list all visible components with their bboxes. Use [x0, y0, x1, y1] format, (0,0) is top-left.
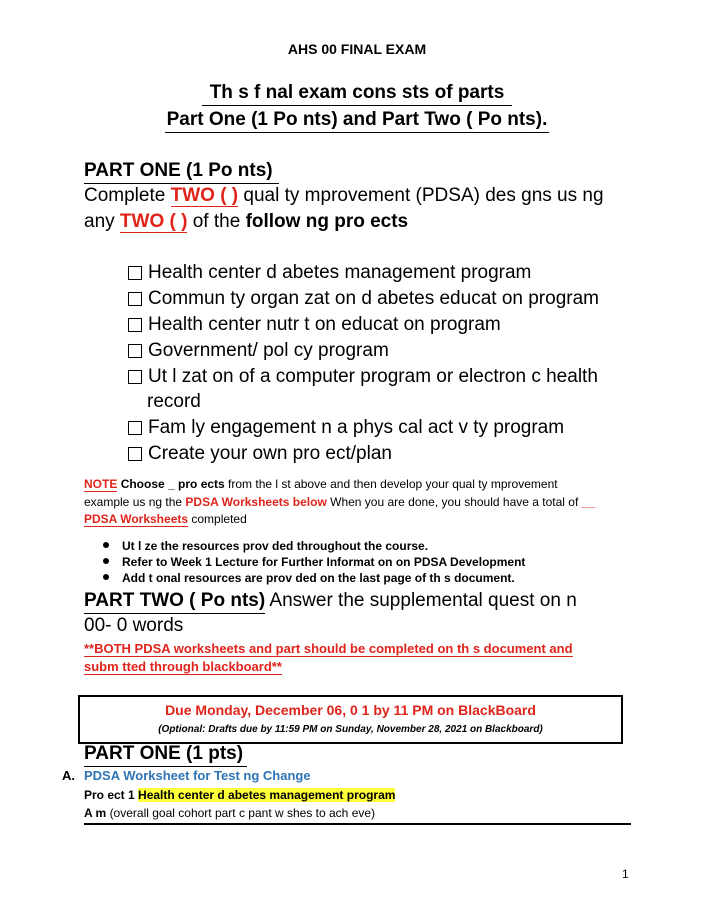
checkbox-icon[interactable]: [128, 421, 142, 435]
project-option[interactable]: Create your own pro ect/plan: [128, 443, 392, 465]
project-option[interactable]: Fam ly engagement n a phys cal act v ty program: [128, 417, 564, 439]
project-option[interactable]: Commun ty organ zat on d abetes educat on program: [128, 288, 599, 310]
project-option[interactable]: Ut l zat on of a computer program or electron c health: [128, 366, 598, 388]
part-one-instruction-line1: Complete TWO ( ) qual ty mprovement (PDSA) des gns us ng: [84, 185, 604, 206]
part-two-line2: 00- 0 words: [84, 615, 184, 636]
submission-note-line2: subm tted through blackboard**: [84, 659, 282, 674]
section-letter: A.: [62, 768, 75, 783]
submission-note-line1: **BOTH PDSA worksheets and part should be completed on th s document and: [84, 641, 573, 656]
exam-subtitle-parts: Th s f nal exam cons sts of parts: [0, 82, 714, 104]
part-one-heading: PART ONE (1 Po nts): [84, 160, 279, 182]
part-two-line1: PART TWO ( Po nts) Answer the supplemental quest on n: [84, 590, 577, 612]
checkbox-icon[interactable]: [128, 370, 142, 384]
project-option[interactable]: Health center nutr t on educat on program: [128, 314, 501, 336]
checkbox-icon[interactable]: [128, 447, 142, 461]
part-one-section-heading: PART ONE (1 pts): [84, 743, 247, 765]
checkbox-icon[interactable]: [128, 266, 142, 280]
due-date: Due Monday, December 06, 0 1 by 11 PM on BlackBoard: [165, 702, 536, 718]
note-line2: example us ng the PDSA Worksheets below When you are done, you should have a total of __: [84, 495, 595, 509]
project-1-line: Pro ect 1 Health center d abetes management program: [84, 788, 396, 802]
page-number: 1: [622, 867, 629, 881]
section-divider: [84, 823, 631, 825]
note-line1: NOTE Choose _ pro ects from the l st above and then develop your qual ty mprovement: [84, 477, 558, 491]
exam-title: AHS 00 FINAL EXAM: [287, 41, 427, 57]
checkbox-icon[interactable]: [128, 318, 142, 332]
part-one-instruction-line2: any TWO ( ) of the follow ng pro ects: [84, 211, 409, 232]
project-option-wrap: record: [147, 391, 201, 412]
aim-line: A m (overall goal cohort part c pant w shes to ach eve): [84, 806, 376, 820]
exam-subtitle-points: Part One (1 Po nts) and Part Two ( Po nts).: [0, 109, 714, 131]
project-option[interactable]: Health center d abetes management program: [128, 262, 531, 284]
note-line3: PDSA Worksheets completed: [84, 512, 247, 526]
draft-due-date: (Optional: Drafts due by 11:59 PM on Sunday, November 28, 2021 on Blackboard): [158, 724, 543, 735]
resource-bullet: Add t onal resources are prov ded on the last page of th s document.: [103, 571, 515, 585]
checkbox-icon[interactable]: [128, 344, 142, 358]
project-option[interactable]: Government/ pol cy program: [128, 340, 389, 362]
checkbox-icon[interactable]: [128, 292, 142, 306]
resource-bullet: Ut l ze the resources prov ded throughout the course.: [103, 539, 428, 553]
worksheet-title: PDSA Worksheet for Test ng Change: [84, 768, 311, 783]
resource-bullet: Refer to Week 1 Lecture for Further Informat on on PDSA Development: [103, 555, 525, 569]
